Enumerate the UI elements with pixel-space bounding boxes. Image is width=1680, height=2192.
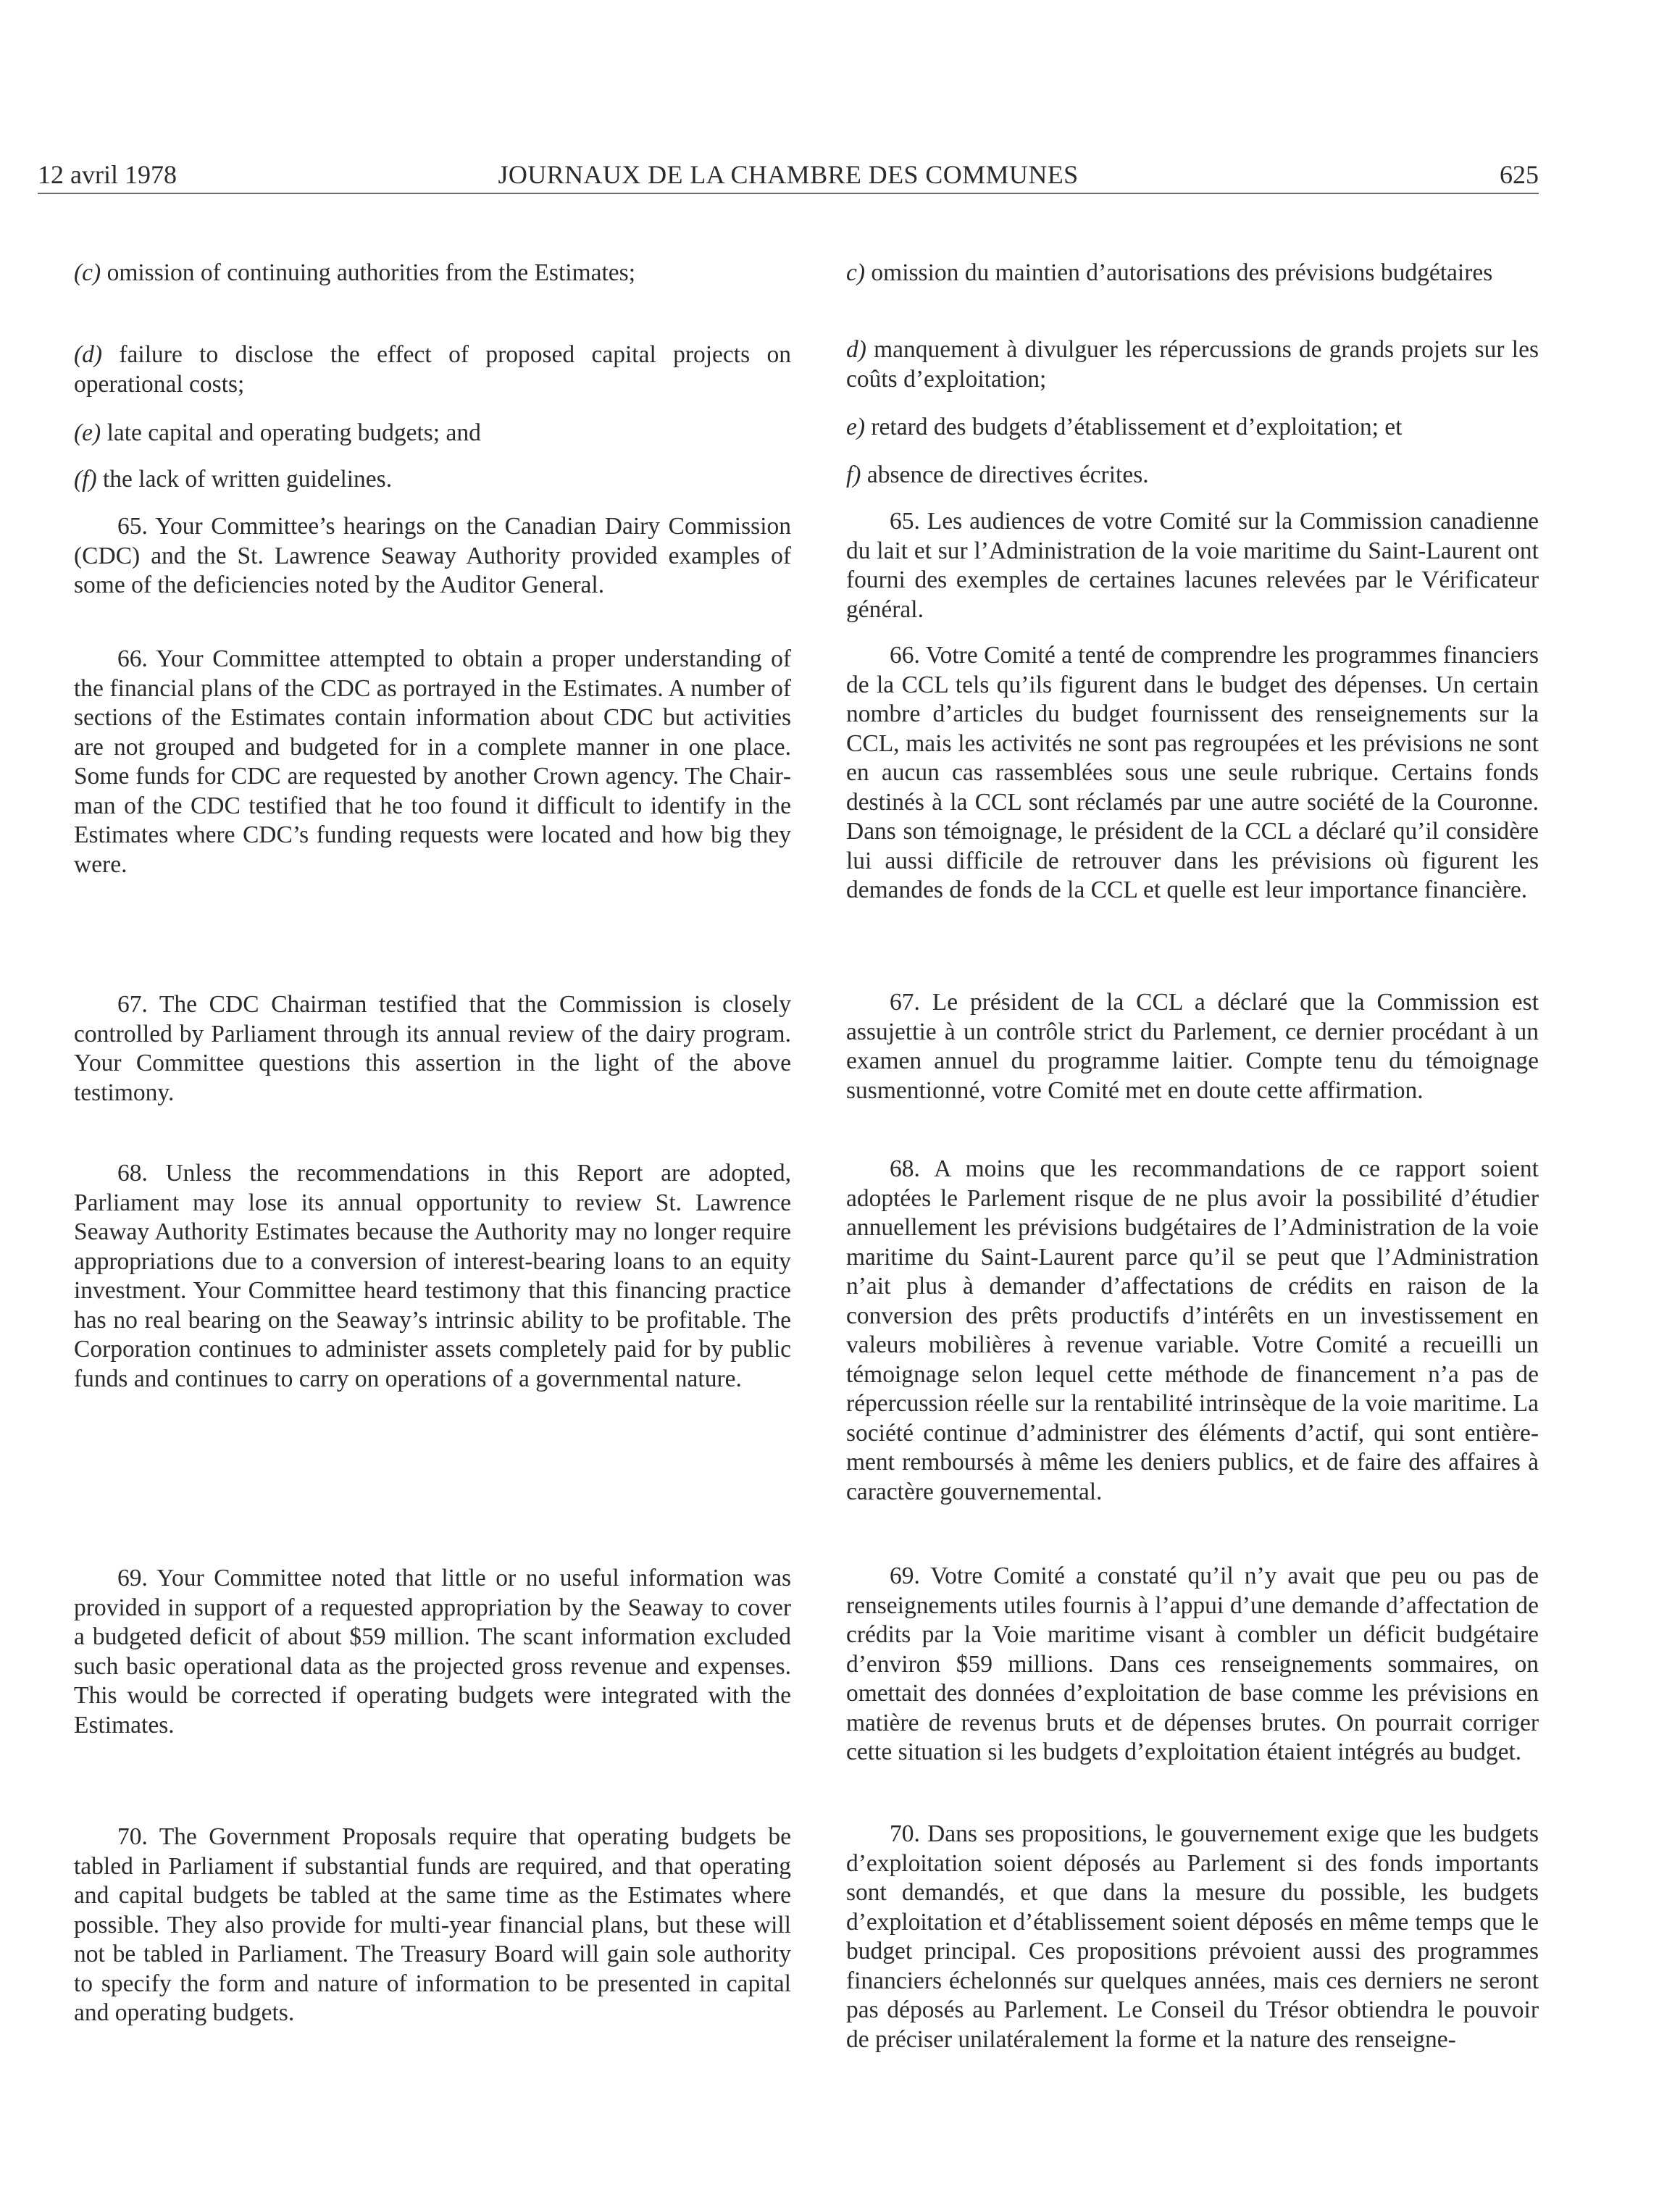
en-item-c-label: (c)	[74, 259, 101, 286]
en-item-c	[74, 259, 791, 288]
en-paragraph-69: 69. Your Committee noted that little or no useful information was provided in support of a requested appropriation by the Seaway to cover a budgeted deficit of about $59 million. The scant information excluded such basic operational data as the projected gross revenue and expenses. This would be corrected if operating budgets were integrated with the Estimates.	[74, 1565, 791, 1739]
fr-item-e-text: retard des budgets d’établissement et d’exploitation; et	[865, 414, 1403, 440]
fr-paragraph-66: 66. Votre Comité a tenté de comprendre les programmes financiers de la CCL tels qu’ils figurent dans le budget des dépenses. Un certain nombre d’articles du budget fournissent des renseignements sur la CCL, mais les activités ne sont pas regroupées et les prévisions ne sont en aucun cas rassemblées sous une seule rubrique. Certains fonds destinés à la CCL sont réclamés par une autre société de la Couronne. Dans son témoignage, le président de la CCL a déclaré qu’il considère lui aussi difficile de retrouver dans les prévisions où figurent les demandes de fonds de la CCL et quelle est leur importance financière.	[846, 642, 1539, 903]
fr-item-c-text: omission du maintien d’autorisations des prévisions budgétaires	[865, 259, 1493, 286]
en-item-d	[74, 340, 791, 399]
fr-paragraph-67: 67. Le président de la CCL a déclaré que la Commission est assujettie à un contrôle strict du Parlement, ce dernier procédant à un examen annuel du programme laitier. Compte tenu du témoignage susmentionné, votre Comité met en doute cette affirmation.	[846, 989, 1539, 1104]
header-date: 12 avril 1978	[38, 160, 177, 189]
en-item-f	[74, 465, 791, 495]
header-title: JOURNAUX DE LA CHAMBRE DES COMMUNES	[498, 160, 1079, 189]
en-item-e-text: late capital and operating budgets; and	[101, 419, 481, 446]
en-paragraph-70: 70. The Government Proposals require that operating budgets be tabled in Parliament if substantial funds are required, and that operating and capital budgets be tabled at the same time as the Estimates where possible. They also provide for multi-year financial plans, but these will not be tabled in Parliament. The Treasury Board will gain sole authority to specify the form and nature of information to be presented in capital and operating budgets.	[74, 1823, 791, 2026]
en-paragraph-68: 68. Unless the recommendations in this Report are adopted, Parliament may lose its annual opportunity to review St. Lawrence Seaway Authority Estimates because the Authority may no longer require appropriations due to a conversion of interest-bearing loans to an equity investment. Your Committee heard testimony that this financing practice has no real bearing on the Seaway’s intrinsic ability to be profitable. The Corporation continues to administer assets completely paid for by public funds and continues to carry on operations of a governmental nature.	[74, 1160, 791, 1392]
page-header	[38, 149, 1539, 194]
fr-item-d-text: manquement à divulguer les répercussions de grands projets sur les coûts d’exploitation;	[846, 336, 1539, 393]
page-number: 625	[1500, 160, 1539, 189]
fr-paragraph-70: 70. Dans ses propositions, le gouvernement exige que les budgets d’exploitation soient déposés au Parlement si des fonds importants sont demandés, et que dans la mesure du possible, les budgets d’exploitation et d’établissement soient déposés en même temps que le budget principal. Ces propositions prévoient aussi des programmes financiers échelonnés sur quelques années, mais ces derniers ne seront pas déposés au Parlement. Le Conseil du Trésor obtiendra le pouvoir de préciser unilatéralement la forme et la nature des renseigne-	[846, 1820, 1539, 2053]
fr-item-e-label: e)	[846, 414, 866, 440]
fr-item-c-label: c)	[846, 259, 866, 286]
en-item-e	[74, 419, 791, 448]
fr-item-f-text: absence de directives écrites.	[861, 461, 1149, 488]
fr-item-f-label: f)	[846, 461, 861, 488]
en-paragraph-65: 65. Your Committee’s hearings on the Canadian Dairy Commission (CDC) and the St. Lawrence Seaway Authority provided examples of some of the deficiencies noted by the Auditor General.	[74, 513, 791, 598]
en-item-e-label: (e)	[74, 419, 101, 446]
en-item-f-text: the lack of written guidelines.	[96, 466, 393, 493]
fr-item-d	[846, 335, 1539, 394]
fr-item-f	[846, 461, 1539, 490]
en-item-d-text: failure to disclose the effect of proposed capital projects on operational costs;	[74, 341, 791, 398]
en-paragraph-66: 66. Your Committee attempted to obtain a proper understanding of the financial plans of the CDC as portrayed in the Estimates. A number of sections of the Estimates contain information about CDC but activities are not grouped and budgeted for in a complete manner in one place. Some funds for CDC are requested by another Crown agency. The Chairman of the CDC testified that he too found it difficult to identify in the Estimates where CDC’s funding requests were located and how big they were.	[74, 645, 791, 878]
en-paragraph-67: 67. The CDC Chairman testified that the Commission is closely controlled by Parliament through its annual review of the dairy program. Your Committee questions this assertion in the light of the above testimony.	[74, 991, 791, 1106]
en-item-c-text: omission of continuing authorities from the Estimates;	[101, 259, 636, 286]
fr-paragraph-65: 65. Les audiences de votre Comité sur la Commission canadienne du lait et sur l’Administration de la voie maritime du Saint-Laurent ont fourni des exemples de certaines lacunes relevées par le Vérificateur général.	[846, 508, 1539, 623]
fr-item-e	[846, 413, 1539, 443]
en-item-f-label: (f)	[74, 466, 97, 493]
fr-item-d-label: d)	[846, 336, 866, 363]
fr-paragraph-69: 69. Votre Comité a constaté qu’il n’y avait que peu ou pas de renseignements utiles fournis à l’appui d’une demande d’affectation de crédits par la Voie maritime visant à combler un déficit budgétaire d’environ $59 millions. Dans ces renseignements sommaires, on omettait des données d’exploitation de base comme les prévisions en matière de revenus bruts et de dépenses brutes. On pourrait corriger cette situation si les budgets d’exploitation étaient intégrés au budget.	[846, 1563, 1539, 1765]
en-item-d-label: (d)	[74, 341, 103, 368]
fr-item-c	[846, 259, 1539, 288]
fr-paragraph-68: 68. A moins que les recommandations de ce rapport soient adoptées le Parlement risque de ne plus avoir la possibilité d’étudier annuellement les prévisions budgétaires de l’Administration de la voie maritime du Saint-Laurent parce qu’il se peut que l’Administration n’ait plus à demander d’affectations de crédits en raison de la conversion des prêts productifs d’intérêts en un investissement en valeurs mobilières à revenue variable. Votre Comité a recueilli un témoignage selon lequel cette méthode de financement n’a pas de répercussion réelle sur la rentabilité intrinsèque de la voie maritime. La société continue d’administrer des éléments d’actif, qui sont entièrement remboursés à même les deniers publics, et de faire des affaires à caractère gouvernemental.	[846, 1155, 1539, 1505]
